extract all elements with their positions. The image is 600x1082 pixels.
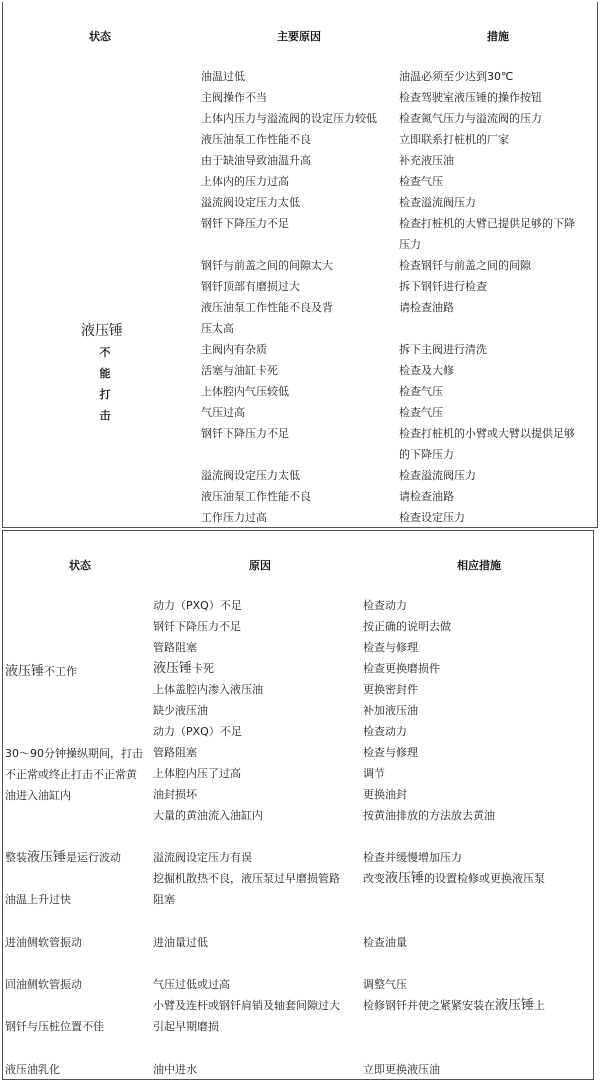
status-line-post: 是运行波动	[66, 851, 122, 864]
reason-line: 油温过低	[201, 70, 245, 83]
status-line-post: 不工作	[44, 665, 78, 678]
measure-line-pre: 更换密封件	[363, 683, 418, 696]
measure-line	[363, 658, 440, 679]
reason-line: 溢流阀设定压力太低	[201, 469, 300, 482]
measure-line-post: 上	[534, 999, 546, 1012]
reason-line	[153, 679, 263, 700]
measure-line	[363, 784, 407, 805]
reason-line: 液压油泵工作性能不良及背	[201, 301, 333, 314]
measure-line-pre: 检查并缓慢增加压力	[363, 851, 462, 864]
state-char: 能	[99, 367, 111, 380]
measure-line: 检查气压	[399, 406, 443, 419]
reason-line-post: 卡死	[192, 662, 215, 675]
reason-line	[153, 742, 197, 763]
measure-line: 检查溢流阀压力	[399, 196, 476, 209]
reason-line-pre: 引起早期磨损	[153, 1020, 219, 1033]
measure-line: 油温必须至少达到30℃	[399, 70, 514, 83]
reason-line: 上体内压力与溢流阀的设定压力较低	[201, 112, 377, 125]
header-reason: 原因	[249, 559, 271, 572]
measure-line	[363, 700, 418, 721]
measure-line	[363, 1059, 440, 1080]
measure-line-pre: 按正确的说明去做	[363, 620, 451, 633]
status-line	[5, 1059, 60, 1080]
reason-line	[153, 805, 263, 826]
reason-line: 气压过高	[201, 406, 245, 419]
reason-line	[153, 868, 340, 889]
status-line-pre: 回油侧软管振动	[5, 978, 82, 991]
measure-line	[363, 637, 418, 658]
status-line	[5, 889, 71, 910]
reason-line: 钢钎下降压力不足	[201, 217, 289, 230]
reason-line: 钢钎与前盖之间的间隙太大	[201, 259, 333, 272]
measure-line: 拆下钢钎进行检查	[399, 280, 487, 293]
status-line	[5, 847, 121, 868]
measure-line: 检查气压	[399, 385, 443, 398]
measure-line	[363, 616, 451, 637]
measure-line-pre: 改变	[363, 872, 385, 885]
reason-line-pre: 管路阻塞	[153, 746, 197, 759]
reason-line	[153, 1059, 197, 1080]
status-line-pre: 30～90分钟操纵期间，打击	[5, 747, 143, 760]
reason-line	[153, 637, 197, 658]
reason-line	[153, 847, 252, 868]
measure-line: 检查氮气压力与溢流阀的压力	[399, 112, 542, 125]
status-line	[5, 932, 82, 953]
state-char: 击	[99, 409, 111, 422]
measure-line: 的下降压力	[399, 448, 454, 461]
measure-line-post: 的设置检修或更换液压泵	[424, 872, 546, 885]
reason-line: 钢钎下降压力不足	[201, 427, 289, 440]
reason-line	[153, 595, 242, 616]
reason-line	[153, 721, 242, 742]
header-measure: 相应措施	[457, 559, 501, 572]
header-main-reason: 主要原因	[277, 30, 321, 43]
reason-line-pre: 管路阻塞	[153, 641, 197, 654]
reason-line	[153, 616, 241, 637]
reason-line	[153, 700, 208, 721]
status-line	[5, 785, 71, 806]
status-line	[5, 743, 143, 764]
measure-line-pre: 更换油封	[363, 788, 407, 801]
measure-line-pre: 检查更换磨损件	[363, 662, 440, 675]
status-line-pre: 钢钎与压桩位置不佳	[5, 1020, 104, 1033]
measure-line	[363, 847, 462, 868]
reason-line-pre: 钢钎下降压力不足	[153, 620, 241, 633]
measure-line-pre: 检查与修理	[363, 641, 418, 654]
header-measure: 措施	[487, 30, 509, 43]
reason-line: 溢流阀设定压力太低	[201, 196, 300, 209]
reason-line-pre: 油封损坏	[153, 788, 197, 801]
measure-line	[363, 679, 418, 700]
measure-line: 检查设定压力	[399, 511, 465, 524]
status-line-big: 液压锤	[5, 664, 45, 679]
reason-line	[153, 889, 175, 910]
measure-line: 请检查油路	[399, 490, 454, 503]
status-line-pre: 不正常或终止打击不正常黄	[5, 768, 137, 781]
measure-line: 检查打桩机的小臂或大臂以提供足够	[399, 427, 575, 440]
reason-line-pre: 溢流阀设定压力有误	[153, 851, 252, 864]
measure-line	[363, 805, 495, 826]
state-liquid-hammer: 液压锤	[81, 323, 123, 339]
status-line-pre: 整装	[5, 851, 27, 864]
reason-line-big: 液压锤	[153, 661, 193, 676]
reason-line: 液压油泵工作性能不良	[201, 490, 311, 503]
status-line-big: 液压锤	[27, 850, 67, 865]
measure-line	[363, 742, 418, 763]
reason-line: 由于缺油导致油温升高	[201, 154, 311, 167]
reason-line-pre: 进油量过低	[153, 936, 208, 949]
measure-line	[363, 763, 385, 784]
measure-line: 检查气压	[399, 175, 443, 188]
measure-line	[363, 995, 545, 1016]
status-line	[5, 764, 137, 785]
measure-line-pre: 检查动力	[363, 725, 407, 738]
reason-line	[153, 658, 214, 679]
measure-line-pre: 立即更换液压油	[363, 1063, 440, 1076]
status-line	[5, 974, 82, 995]
measure-line: 检查打桩机的大臂已提供足够的下降	[399, 217, 575, 230]
measure-line-pre: 按黄油排放的方法放去黄油	[363, 809, 495, 822]
reason-line: 上体内的压力过高	[201, 175, 289, 188]
measure-line: 检查钢钎与前盖之间的间隙	[399, 259, 531, 272]
status-line	[5, 661, 77, 682]
header-status: 状态	[69, 559, 91, 572]
measure-line	[363, 721, 407, 742]
reason-line: 主阀内有杂质	[201, 343, 267, 356]
reason-line: 液压油泵工作性能不良	[201, 133, 311, 146]
measure-line-pre: 调整气压	[363, 978, 407, 991]
reason-line-pre: 气压过低或过高	[153, 978, 230, 991]
reason-line-pre: 缺少液压油	[153, 704, 208, 717]
measure-line: 请检查油路	[399, 301, 454, 314]
reason-line	[153, 763, 241, 784]
status-line-pre: 油温上升过快	[5, 893, 71, 906]
state-char: 打	[99, 388, 111, 401]
reason-line-pre: 阻塞	[153, 893, 175, 906]
reason-line-pre: 动力（PXQ）不足	[153, 599, 242, 612]
measure-line: 补充液压油	[399, 154, 454, 167]
reason-line: 上体腔内气压较低	[201, 385, 289, 398]
reason-line-pre: 挖掘机散热不良，液压泵过早磨损管路	[153, 872, 340, 885]
measure-line-pre: 补加液压油	[363, 704, 418, 717]
measure-line: 检查及大修	[399, 364, 454, 377]
measure-line: 立即联系打桩机的厂家	[399, 133, 509, 146]
reason-line	[153, 974, 230, 995]
state-char: 不	[99, 346, 111, 359]
measure-line-pre: 检修钢钎并使之紧紧安装在	[363, 999, 495, 1012]
reason-line	[153, 1016, 219, 1037]
measure-line: 压力	[399, 238, 421, 251]
status-line-pre: 进油侧软管振动	[5, 936, 82, 949]
measure-line: 检查驾驶室液压锤的操作按钮	[399, 91, 542, 104]
status-line-pre: 油进入油缸内	[5, 789, 71, 802]
status-line	[5, 1016, 104, 1037]
measure-line-big: 液压锤	[495, 998, 535, 1013]
reason-line: 工作压力过高	[201, 511, 267, 524]
reason-line	[153, 784, 197, 805]
reason-line	[153, 995, 340, 1016]
measure-line	[363, 595, 407, 616]
measure-line: 检查溢流阀压力	[399, 469, 476, 482]
reason-line-pre: 上体盖腔内渗入液压油	[153, 683, 263, 696]
measure-line-pre: 检查动力	[363, 599, 407, 612]
measure-line-big: 液压锤	[385, 871, 425, 886]
measure-line	[363, 932, 407, 953]
reason-line-pre: 上体腔内压了过高	[153, 767, 241, 780]
reason-line-pre: 大量的黄油流入油缸内	[153, 809, 263, 822]
reason-line	[153, 932, 208, 953]
reason-line: 主阀操作不当	[201, 91, 267, 104]
measure-line	[363, 974, 407, 995]
reason-line-pre: 小臂及连杆或钢钎肩销及轴套间隙过大	[153, 999, 340, 1012]
reason-line: 压太高	[201, 322, 234, 335]
status-line-pre: 液压油乳化	[5, 1063, 60, 1076]
fault-table-2	[2, 530, 594, 1080]
header-status: 状态	[89, 30, 111, 43]
measure-line-pre: 检查油量	[363, 936, 407, 949]
measure-line-pre: 调节	[363, 767, 385, 780]
measure-line: 拆下主阀进行清洗	[399, 343, 487, 356]
fault-table-1	[2, 2, 598, 528]
measure-line-pre: 检查与修理	[363, 746, 418, 759]
measure-line	[363, 868, 545, 889]
reason-line: 钢钎顶部有磨损过大	[201, 280, 300, 293]
reason-line-pre: 油中进水	[153, 1063, 197, 1076]
reason-line-pre: 动力（PXQ）不足	[153, 725, 242, 738]
reason-line: 活塞与油缸卡死	[201, 364, 278, 377]
